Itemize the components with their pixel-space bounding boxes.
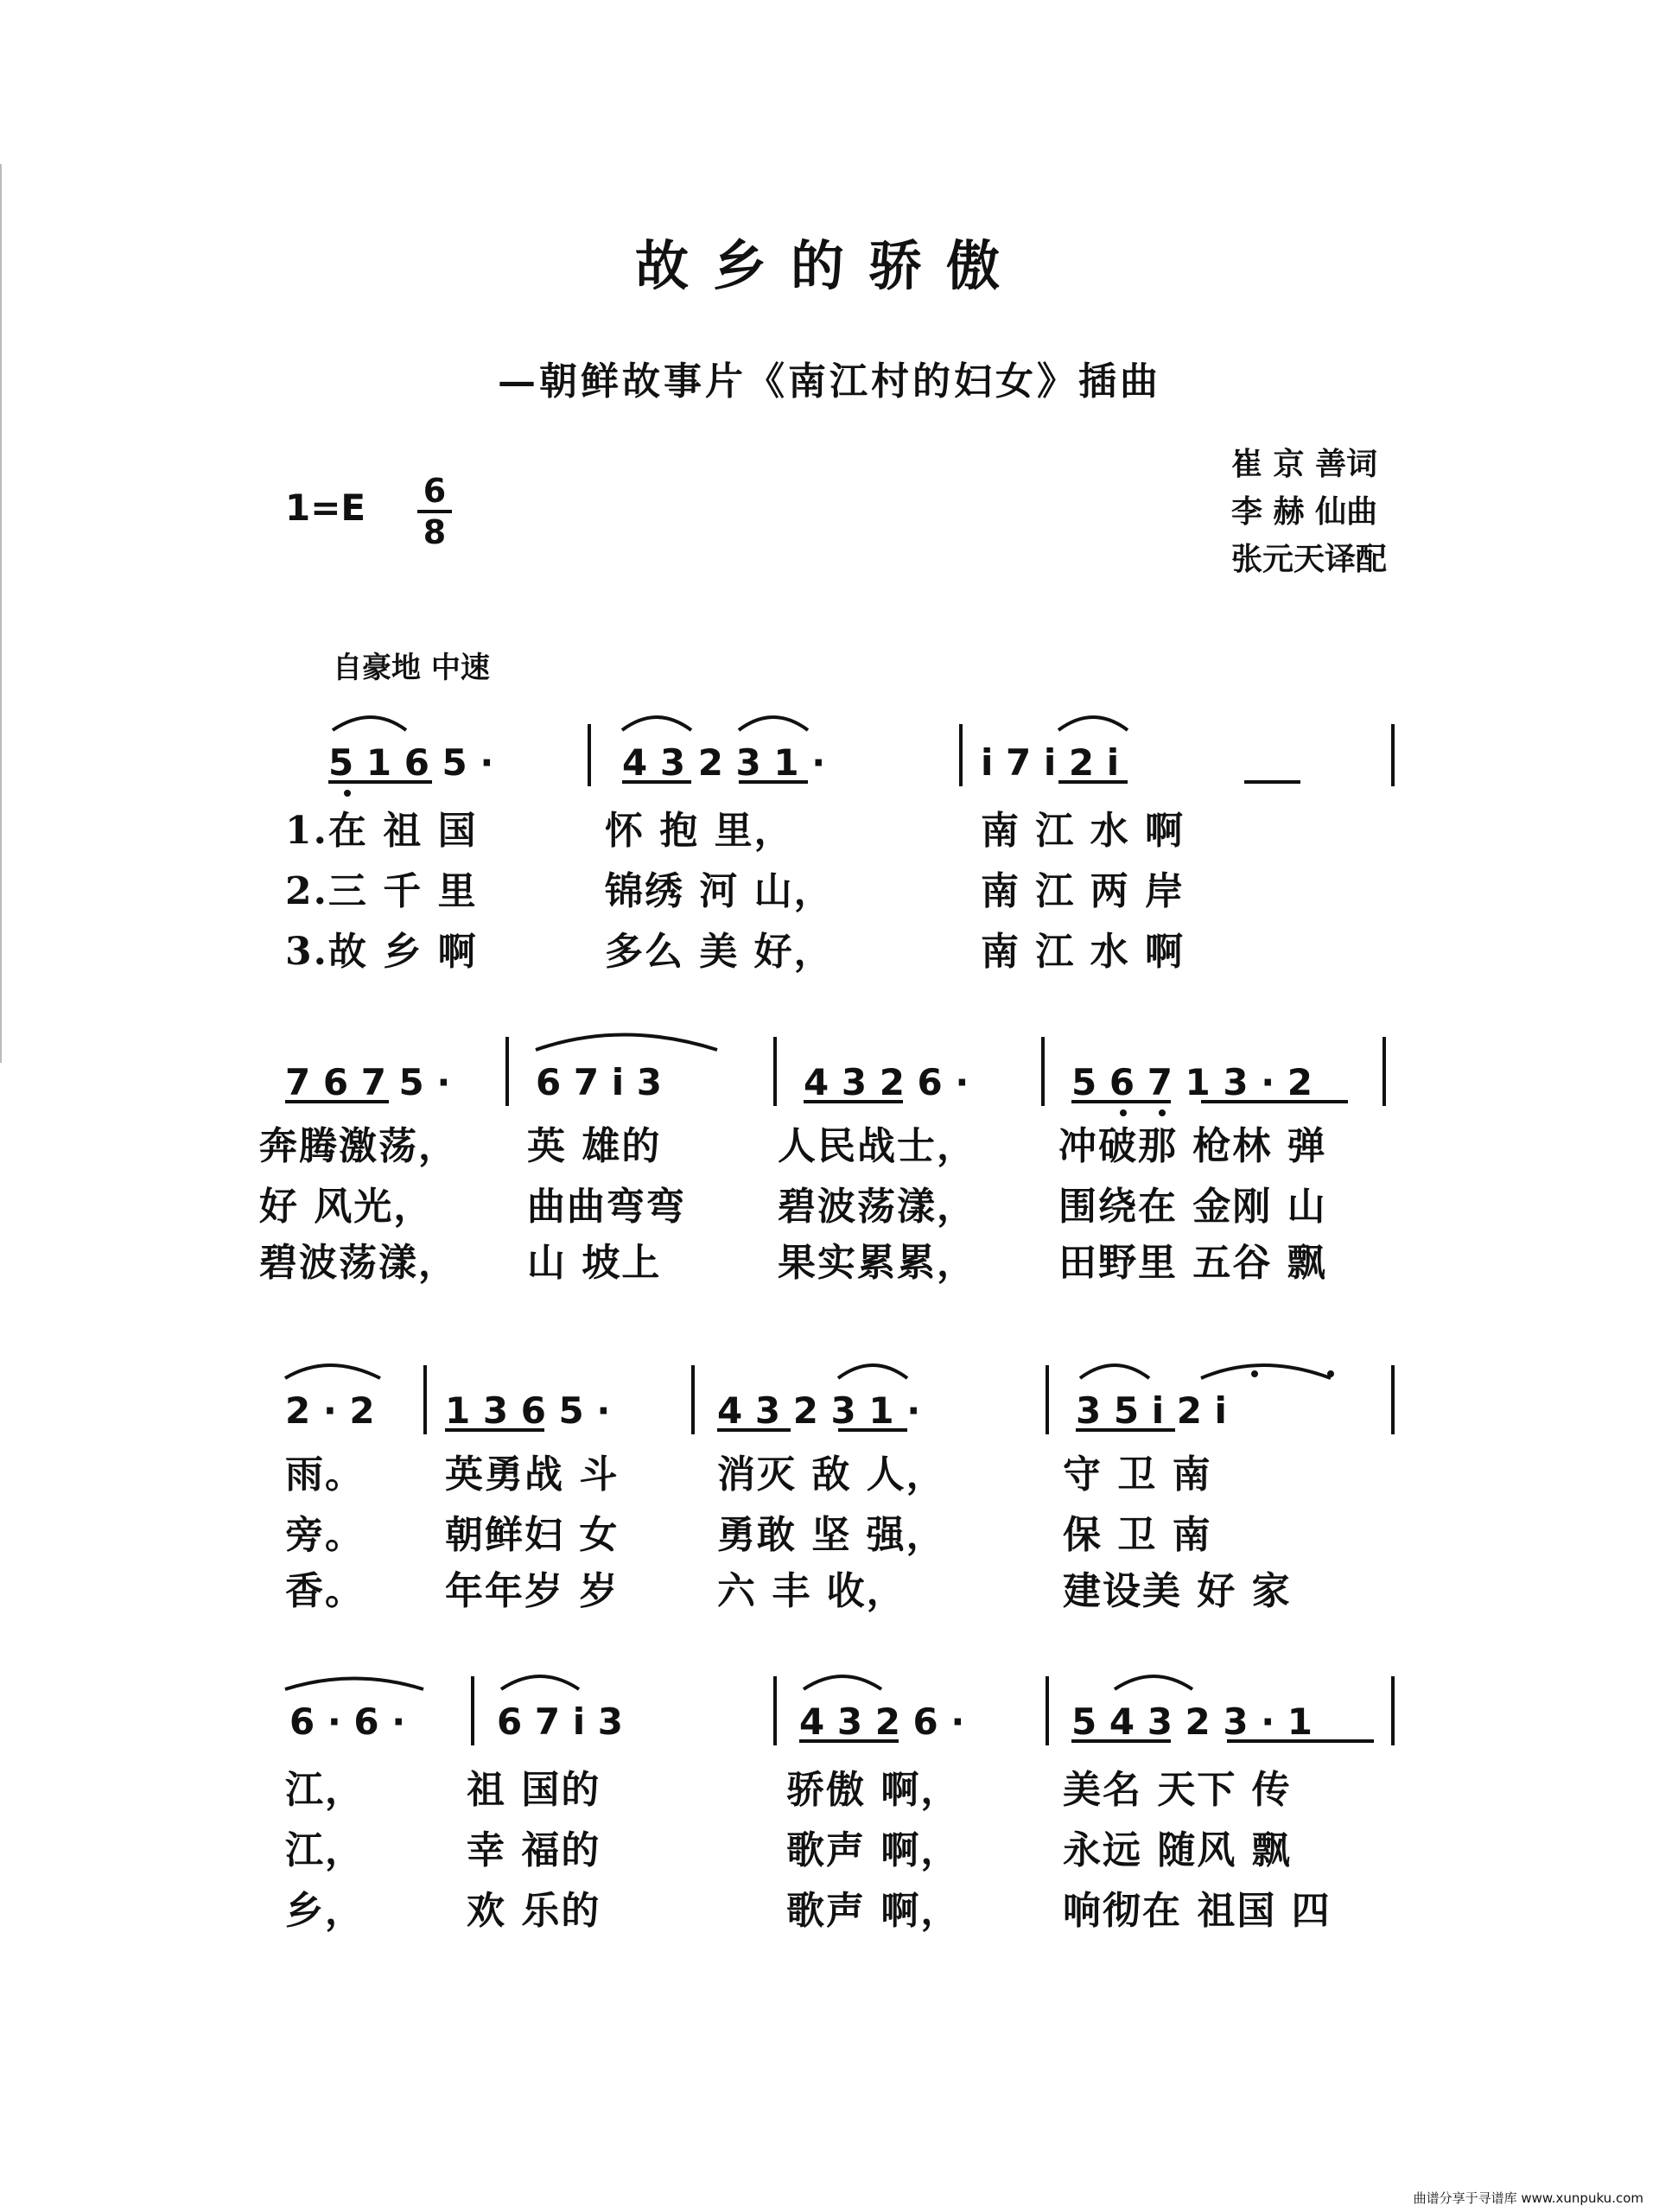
key-signature: 1=E <box>285 486 366 529</box>
lyric-text: 江， <box>285 1828 365 1872</box>
octave-dot <box>1327 1370 1334 1377</box>
lyric-text: 3.故 乡 啊 <box>285 930 478 974</box>
measure-notes: 2 · 2 <box>285 1389 375 1432</box>
translator-credit: 张元天译配 <box>1231 541 1388 577</box>
time-denominator: 8 <box>423 513 447 551</box>
measure-notes: 3 5 i 2 i <box>1076 1389 1227 1432</box>
barline <box>959 724 963 786</box>
slur-mark <box>804 1676 881 1689</box>
lyric-text: 年年岁 岁 <box>445 1569 620 1613</box>
lyric-text: 碧波荡漾， <box>259 1241 458 1285</box>
barline <box>1391 724 1395 786</box>
lyric-text: 人民战士， <box>778 1124 976 1168</box>
barline <box>505 1037 509 1106</box>
lyric-text: 锦绣 河 山， <box>605 869 834 913</box>
lyric-text: 美名 天下 传 <box>1063 1768 1292 1812</box>
slur-mark <box>838 1365 907 1378</box>
lyric-text: 骄傲 啊， <box>786 1768 961 1812</box>
slur-mark <box>1115 1676 1192 1689</box>
barline <box>471 1676 474 1745</box>
lyric-text: 六 丰 收， <box>717 1569 906 1613</box>
lyric-text: 乡， <box>285 1889 365 1933</box>
slur-mark <box>1058 717 1128 730</box>
lyric-text: 2.三 千 里 <box>285 869 478 913</box>
measure-notes: i 7 i 2 i <box>981 741 1120 784</box>
lyric-text: 怀 抱 里， <box>605 809 794 853</box>
barline <box>1041 1037 1045 1106</box>
measure-notes: 4 3 2 6 · <box>804 1061 969 1103</box>
measure-notes: 7 6 7 5 · <box>285 1061 451 1103</box>
measure-notes: 4 3 2 3 1 · <box>622 741 826 784</box>
barline <box>1391 1365 1395 1434</box>
lyric-text: 雨。 <box>285 1452 365 1497</box>
time-numerator: 6 <box>423 472 447 510</box>
slur-mark <box>622 717 691 730</box>
barline <box>773 1037 777 1106</box>
lyric-text: 碧波荡漾， <box>778 1185 976 1229</box>
lyric-text: 欢 乐的 <box>467 1889 601 1933</box>
lyric-text: 香。 <box>285 1569 365 1613</box>
barline <box>1382 1037 1386 1106</box>
lyric-text: 江， <box>285 1768 365 1812</box>
lyric-text: 好 风光， <box>259 1185 434 1229</box>
slur-mark <box>536 1035 717 1051</box>
lyric-text: 多么 美 好， <box>605 930 834 974</box>
measure-notes: 4 3 2 6 · <box>799 1700 965 1743</box>
barline <box>691 1365 695 1434</box>
lyric-text: 南 江 两 岸 <box>981 869 1185 913</box>
lyric-text: 英 雄的 <box>527 1124 662 1168</box>
lyric-text: 英勇战 斗 <box>445 1452 620 1497</box>
measure-notes: 5 1 6 5 · <box>328 741 494 784</box>
barline <box>1046 1365 1049 1434</box>
composer-credit: 李 赫 仙曲 <box>1231 493 1378 530</box>
lyric-text: 1.在 祖 国 <box>285 809 478 853</box>
slur-mark <box>501 1676 579 1689</box>
footer-watermark: 曲谱分享于寻谱库 www.xunpuku.com <box>1413 2190 1643 2206</box>
measure-notes: 5 4 3 2 3 · 1 <box>1071 1700 1313 1743</box>
slur-mark <box>285 1679 423 1690</box>
slur-mark <box>1080 1365 1149 1378</box>
slur-mark <box>739 717 808 730</box>
measure-notes: 1 3 6 5 · <box>445 1389 611 1432</box>
measure-notes: 6 · 6 · <box>289 1700 406 1743</box>
lyric-text: 奔腾激荡， <box>259 1124 458 1168</box>
lyric-text: 田野里 五谷 飘 <box>1058 1241 1327 1285</box>
song-title: 故乡的骄傲 <box>634 234 1024 297</box>
lyric-text: 曲曲弯弯 <box>527 1185 686 1229</box>
credits <box>1231 441 1387 583</box>
measure-notes: 6 7 i 3 <box>536 1061 662 1103</box>
measure-notes: 6 7 i 3 <box>497 1700 623 1743</box>
lyric-text: 建设美 好 家 <box>1063 1569 1292 1613</box>
barline <box>773 1676 777 1745</box>
lyric-text: 勇敢 坚 强， <box>717 1513 946 1557</box>
tempo-marking: 自豪地 中速 <box>333 651 490 685</box>
lyric-text: 冲破那 枪林 弹 <box>1058 1124 1327 1168</box>
barline <box>588 724 591 786</box>
lyric-text: 消灭 敌 人， <box>717 1452 946 1497</box>
slur-mark <box>333 717 406 730</box>
lyric-text: 旁。 <box>285 1513 365 1557</box>
octave-dot <box>1251 1370 1258 1377</box>
measure-notes: 4 3 2 3 1 · <box>717 1389 921 1432</box>
lyric-text: 南 江 水 啊 <box>981 809 1185 853</box>
time-signature <box>417 474 452 550</box>
barline <box>423 1365 427 1434</box>
lyric-text: 守 卫 南 <box>1063 1452 1212 1497</box>
lyric-text: 歌声 啊， <box>786 1889 961 1933</box>
lyric-text: 永远 随风 飘 <box>1063 1828 1292 1872</box>
slur-mark <box>1201 1365 1331 1378</box>
lyric-text: 围绕在 金刚 山 <box>1058 1185 1327 1229</box>
song-subtitle: —朝鲜故事片《南江村的妇女》插曲 <box>498 359 1161 404</box>
lyric-text: 果实累累， <box>778 1241 976 1285</box>
barline <box>1046 1676 1049 1745</box>
lyric-text: 祖 国的 <box>467 1768 601 1812</box>
barline <box>1391 1676 1395 1745</box>
octave-dot <box>344 790 351 797</box>
lyric-text: 幸 福的 <box>467 1828 601 1872</box>
slur-mark <box>285 1365 380 1378</box>
lyric-text: 山 坡上 <box>527 1241 662 1285</box>
lyric-text: 朝鲜妇 女 <box>445 1513 620 1557</box>
lyricist-credit: 崔 京 善词 <box>1231 446 1378 482</box>
lyric-text: 保 卫 南 <box>1063 1513 1212 1557</box>
lyric-text: 歌声 啊， <box>786 1828 961 1872</box>
lyric-text: 南 江 水 啊 <box>981 930 1185 974</box>
lyric-text: 响彻在 祖国 四 <box>1063 1889 1332 1933</box>
measure-notes: 5 6 7 1 3 · 2 <box>1071 1061 1313 1103</box>
